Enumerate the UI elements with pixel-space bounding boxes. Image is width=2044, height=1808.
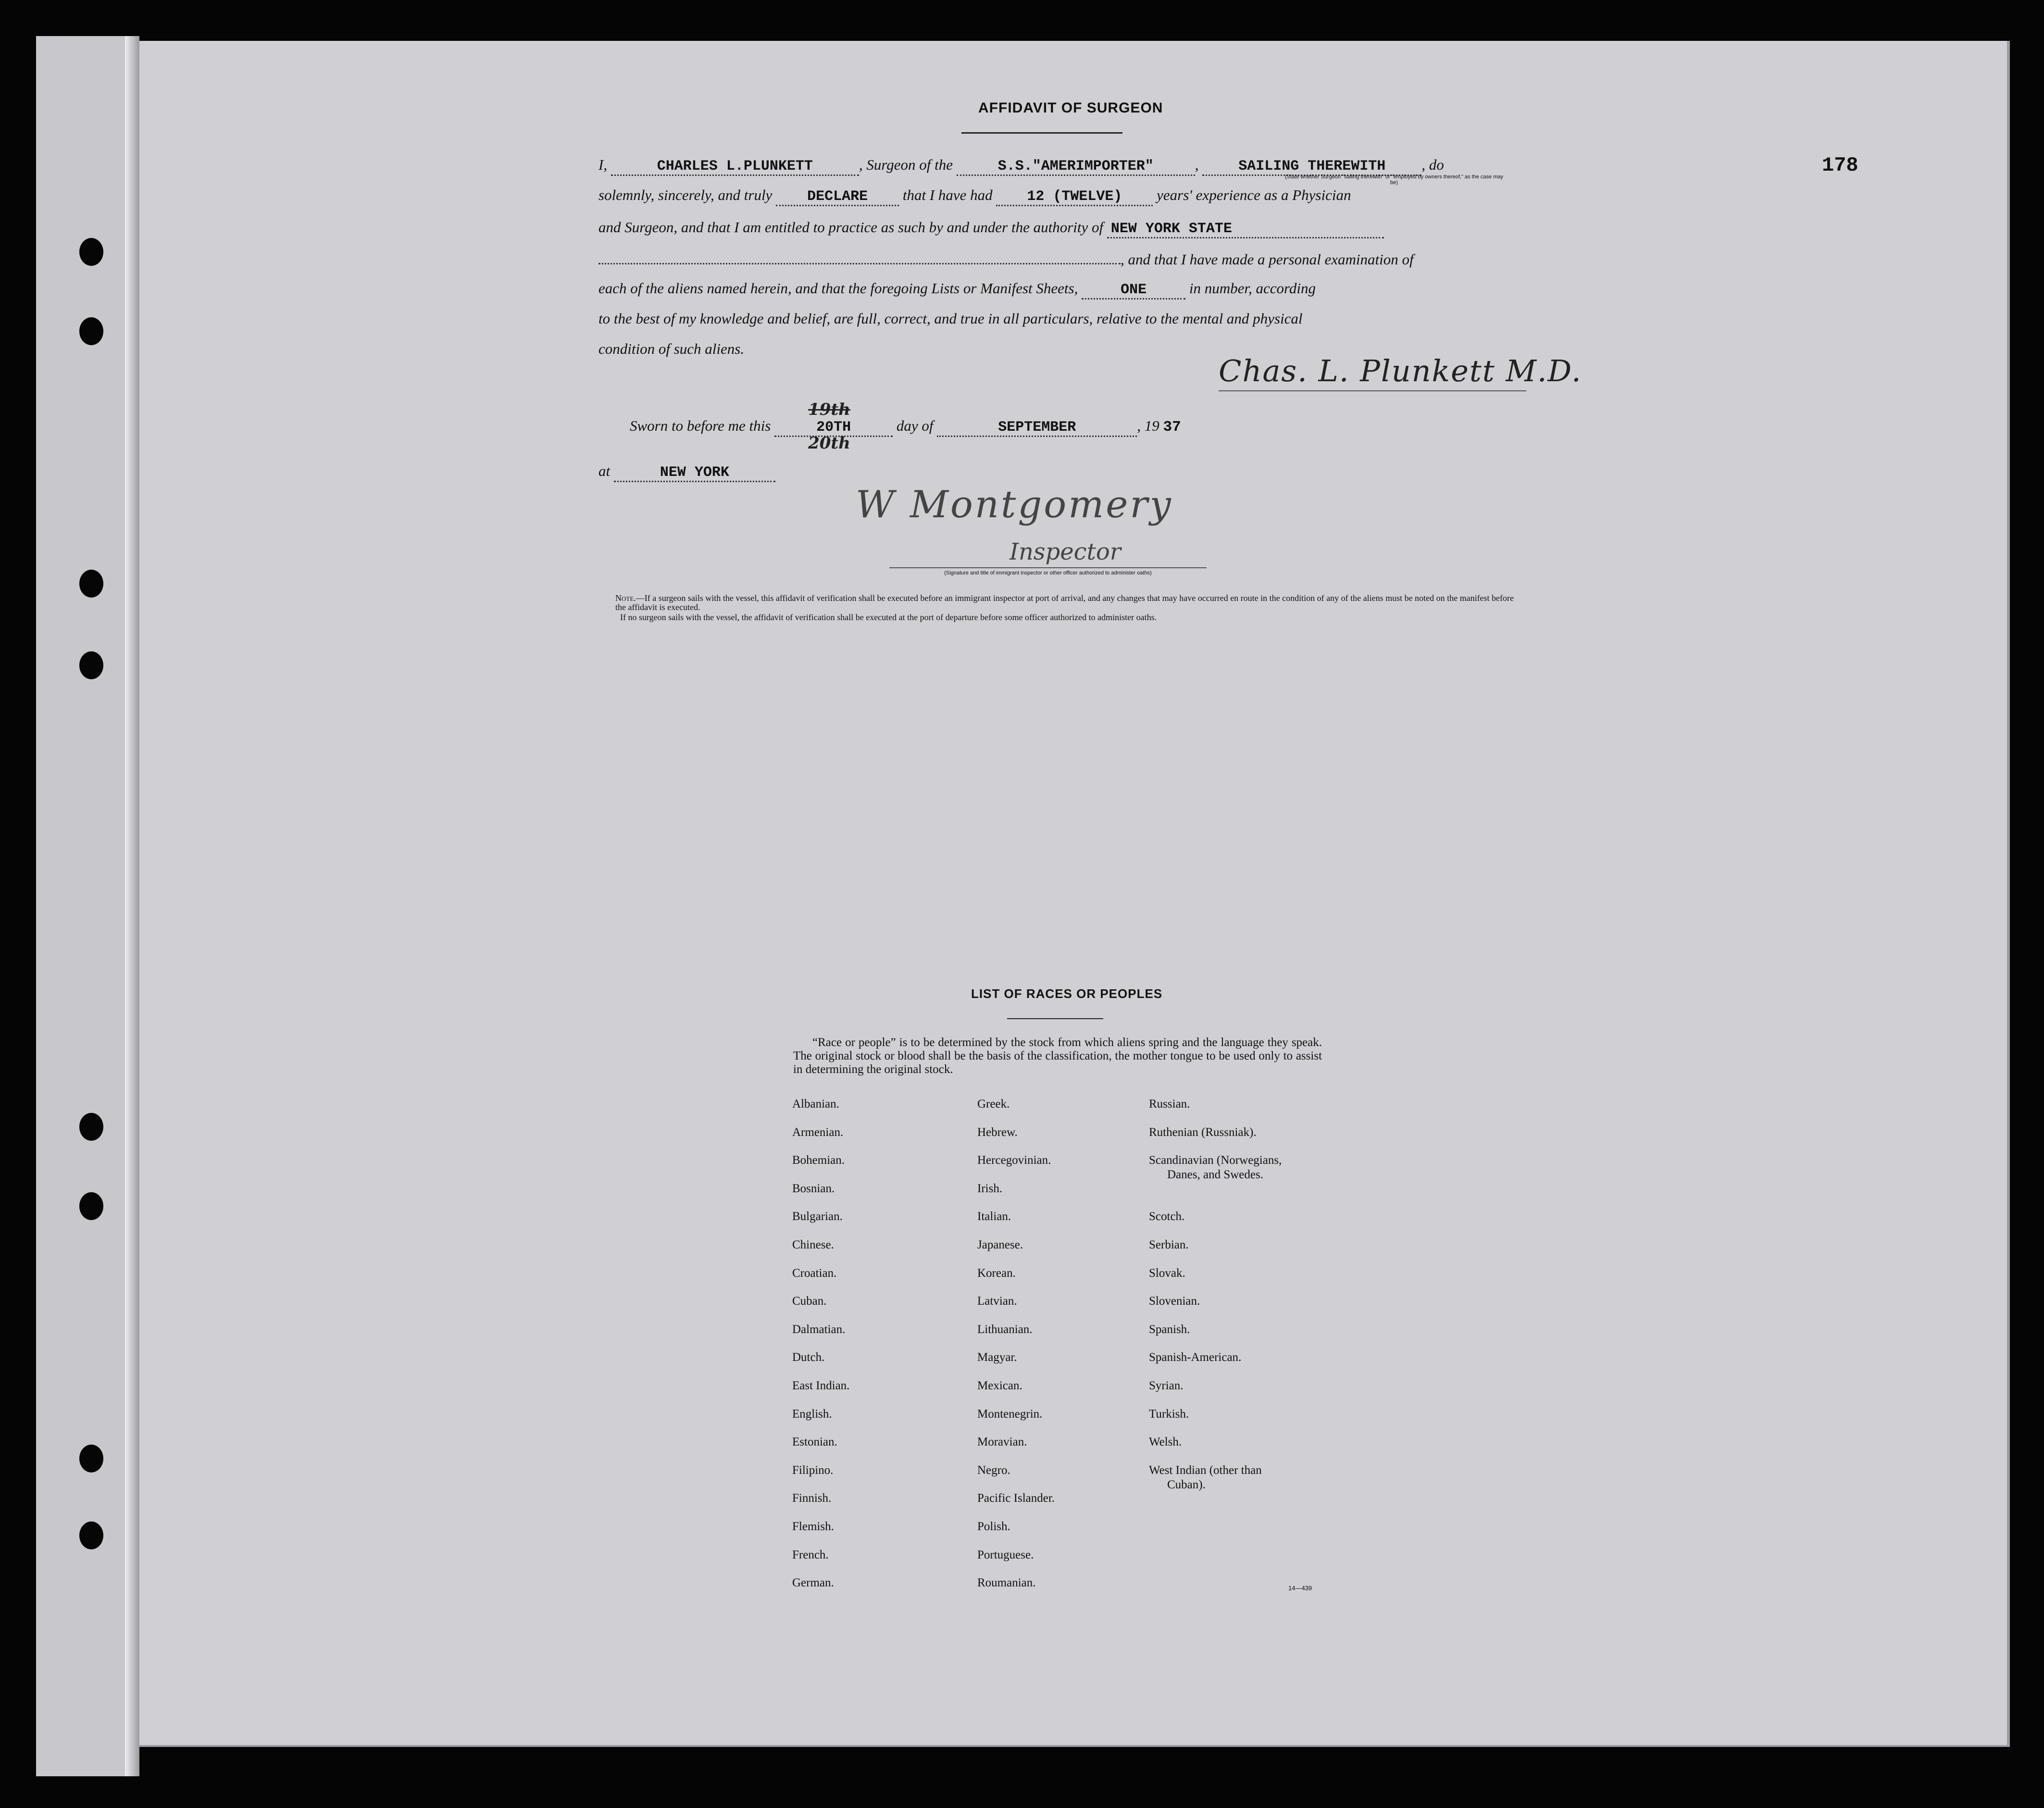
race-entry: Serbian. xyxy=(1149,1238,1189,1251)
sworn-year-prefix: , 19 xyxy=(1137,417,1159,434)
signature-caption: (Signature and title of immigrant inspector or other officer authorized to administer oaths) xyxy=(944,570,1152,576)
race-entry: Latvian. xyxy=(977,1295,1017,1308)
race-entry: Turkish. xyxy=(1149,1408,1189,1421)
race-entry: Bosnian. xyxy=(792,1182,835,1195)
race-entry: Filipino. xyxy=(792,1464,834,1477)
race-entry: Japanese. xyxy=(977,1238,1023,1251)
race-entry: Scandinavian (Norwegians, xyxy=(1149,1154,1282,1167)
race-entry: Korean. xyxy=(977,1267,1016,1280)
form-number: 14—439 xyxy=(1288,1584,1312,1592)
race-entry: Russian. xyxy=(1149,1097,1190,1110)
race-entry: Dutch. xyxy=(792,1351,825,1364)
line2-suffix: years' experience as a Physician xyxy=(1157,187,1351,203)
race-entry: Moravian. xyxy=(977,1435,1027,1448)
race-entry: Ruthenian (Russniak). xyxy=(1149,1126,1257,1139)
place-line xyxy=(598,462,775,482)
races-title-rule xyxy=(1007,1018,1103,1019)
punch-hole xyxy=(79,1445,103,1472)
race-entry: French. xyxy=(792,1548,829,1561)
line4-text: , and that I have made a personal examination of xyxy=(1121,251,1414,268)
line2-prefix: solemnly, sincerely, and truly xyxy=(598,187,773,203)
line5-prefix: each of the aliens named herein, and that the foregoing Lists or Manifest Sheets, xyxy=(598,280,1078,297)
line1-suffix: , do xyxy=(1421,156,1444,173)
place-value: NEW YORK xyxy=(614,464,775,482)
punch-hole xyxy=(79,651,103,679)
declare-word: DECLARE xyxy=(776,188,899,206)
vessel-name: S.S."AMERIMPORTER" xyxy=(957,158,1195,176)
punch-hole xyxy=(79,1192,103,1220)
race-entry: Albanian. xyxy=(792,1097,839,1110)
race-entry: Chinese. xyxy=(792,1238,834,1251)
race-entry: English. xyxy=(792,1408,832,1421)
punch-hole xyxy=(79,238,103,266)
race-entry: Dalmatian. xyxy=(792,1323,846,1336)
race-entry: German. xyxy=(792,1576,834,1589)
punch-hole xyxy=(79,1521,103,1549)
surgeon-status: SAILING THEREWITH xyxy=(1202,158,1421,176)
race-entry: Croatian. xyxy=(792,1267,837,1280)
authority-continuation xyxy=(598,263,1121,264)
affidavit-line-6: to the best of my knowledge and belief, are full, correct, and true in all particulars, relative to the mental and physical xyxy=(598,310,1303,327)
race-entry: Hercegovinian. xyxy=(977,1154,1051,1167)
race-entry: Armenian. xyxy=(792,1126,844,1139)
race-entry: Spanish-American. xyxy=(1149,1351,1242,1364)
race-entry: Spanish. xyxy=(1149,1323,1190,1336)
line1-prefix: I, xyxy=(598,156,608,173)
sworn-line xyxy=(630,400,1181,453)
affidavit-note-2: If no surgeon sails with the vessel, the affidavit of verification shall be executed at the port of departure before some officer authorized to administer oaths. xyxy=(620,612,1157,622)
race-entry: Roumanian. xyxy=(977,1576,1036,1589)
line2-mid: that I have had xyxy=(902,187,993,203)
sworn-day-struck: 19th xyxy=(808,400,850,419)
title-rule xyxy=(961,132,1122,134)
sworn-day-handwritten: 20th xyxy=(808,434,850,453)
place-prefix: at xyxy=(598,462,611,479)
punch-hole xyxy=(79,317,103,345)
races-title: LIST OF RACES OR PEOPLES xyxy=(971,986,1163,1001)
inspector-signature: W Montgomery xyxy=(856,483,1173,526)
race-entry: Irish. xyxy=(977,1182,1003,1195)
race-entry: West Indian (other than xyxy=(1149,1464,1262,1477)
sworn-day-typed: 20TH xyxy=(816,419,851,436)
race-entry: Welsh. xyxy=(1149,1435,1182,1448)
race-entry: Pacific Islander. xyxy=(977,1492,1055,1505)
affidavit-line-4 xyxy=(598,251,1414,268)
race-entry: Cuban. xyxy=(792,1295,827,1308)
note-label: Note. xyxy=(615,593,636,603)
sworn-prefix: Sworn to before me this xyxy=(630,417,771,434)
race-entry: Magyar. xyxy=(977,1351,1017,1364)
affidavit-line-7: condition of such aliens. xyxy=(598,340,745,357)
race-entry: Slovak. xyxy=(1149,1267,1185,1280)
punch-hole xyxy=(79,570,103,598)
race-entry: Montenegrin. xyxy=(977,1408,1043,1421)
sworn-year: 37 xyxy=(1163,419,1181,436)
race-entry: Estonian. xyxy=(792,1435,837,1448)
sworn-day xyxy=(774,400,893,453)
punch-hole xyxy=(79,1113,103,1141)
inspector-title: Inspector xyxy=(1010,538,1121,565)
affidavit-title: AFFIDAVIT OF SURGEON xyxy=(978,100,1163,116)
affidavit-note xyxy=(615,594,1524,612)
page-number: 178 xyxy=(1822,154,1858,177)
race-entry: Portuguese. xyxy=(977,1548,1034,1561)
race-entry: Cuban). xyxy=(1167,1478,1206,1491)
races-intro: “Race or people” is to be determined by the stock from which aliens spring and the language they speak. The original stock or blood shall be the basis of the classification, the mother tongue to be used only to assist in determining the original stock. xyxy=(793,1036,1322,1076)
race-entry: Hebrew. xyxy=(977,1126,1018,1139)
affidavit-line-1: I, CHARLES L.PLUNKETT , Surgeon of the S.S."AMERIMPORTER" , SAILING THEREWITH , do xyxy=(598,156,1444,176)
race-entry: Finnish. xyxy=(792,1492,832,1505)
line3-prefix: and Surgeon, and that I am entitled to practice as such by and under the authority of xyxy=(598,219,1104,236)
sworn-month: SEPTEMBER xyxy=(937,419,1137,437)
affidavit-line-3 xyxy=(598,219,1384,238)
race-entry: Negro. xyxy=(977,1464,1010,1477)
race-entry: Mexican. xyxy=(977,1379,1022,1392)
authority: NEW YORK STATE xyxy=(1107,221,1384,238)
race-entry: Greek. xyxy=(977,1097,1010,1110)
manifest-sheets: ONE xyxy=(1082,282,1185,299)
binder-edge xyxy=(36,36,126,1776)
line5-suffix: in number, according xyxy=(1189,280,1316,297)
signature-line xyxy=(1219,390,1526,391)
surgeon-name: CHARLES L.PLUNKETT xyxy=(611,158,859,176)
race-entry: Flemish. xyxy=(792,1520,834,1533)
surgeon-signature: Chas. L. Plunkett M.D. xyxy=(1219,353,1582,388)
race-entry: Polish. xyxy=(977,1520,1010,1533)
binder-strip xyxy=(125,36,139,1776)
sworn-mid: day of xyxy=(896,417,934,434)
race-entry: Bulgarian. xyxy=(792,1210,843,1223)
race-entry: Lithuanian. xyxy=(977,1323,1033,1336)
inspector-signature-line xyxy=(889,567,1207,568)
race-entry: East Indian. xyxy=(792,1379,850,1392)
race-entry: Slovenian. xyxy=(1149,1295,1200,1308)
race-entry: Italian. xyxy=(977,1210,1011,1223)
years-experience: 12 (TWELVE) xyxy=(996,188,1153,206)
line1-mid: , Surgeon of the xyxy=(859,156,953,173)
race-entry: Bohemian. xyxy=(792,1154,845,1167)
affidavit-line-5 xyxy=(598,280,1316,299)
race-entry: Scotch. xyxy=(1149,1210,1185,1223)
note-text-1: —If a surgeon sails with the vessel, this affidavit of verification shall be executed before an immigrant inspector at port of arrival, and any changes that may have occurred en route in the condition of any of the aliens must be noted on the manifest before the affidavit is executed. xyxy=(615,593,1514,612)
race-entry: Syrian. xyxy=(1149,1379,1184,1392)
status-note: (State whether Surgeon "sailing therewith" or "employed by owners thereof," as the case may be) xyxy=(1284,174,1504,186)
race-entry: Danes, and Swedes. xyxy=(1167,1168,1263,1181)
affidavit-line-2 xyxy=(598,187,1351,206)
